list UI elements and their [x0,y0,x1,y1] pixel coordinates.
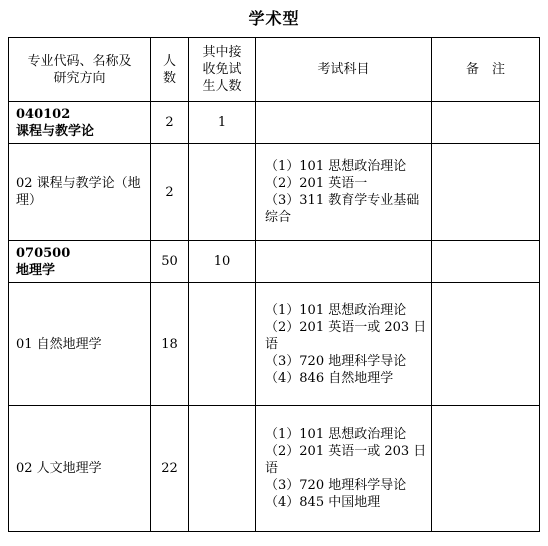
header-count [151,38,189,102]
notes-cell [432,144,540,241]
exempt-cell [189,406,256,532]
subject-line: （3）311 教育学专业基础 [265,193,420,208]
subject-line: （1）101 思想政治理论 [265,159,407,174]
exempt-cell: 1 [189,102,256,144]
count-cell: 2 [151,144,189,241]
subject-line: （2）201 英语一或 203 日 [265,444,427,459]
header-exempt [189,38,256,102]
header-subjects: 考试科目 [256,38,432,102]
direction-line: 02 课程与教学论（地 [16,176,141,191]
direction-line: 02 人文地理学 [16,461,102,476]
notes-cell [432,102,540,144]
header-major [9,38,151,102]
table-row [9,406,540,532]
table-row [9,241,540,283]
header-exempt-line: 生人数 [202,79,242,94]
header-exempt-line: 其中接 [202,45,242,60]
subject-line: （3）720 地理科学导论 [265,353,407,369]
subject-line: （4）846 自然地理学 [265,370,394,386]
direction-cell [9,283,151,406]
subject-line: 综合 [265,210,292,225]
major-code: 040102 [16,106,71,122]
count-cell: 50 [151,241,189,283]
subject-line: （2）201 英语一 [265,176,368,191]
major-name: 课程与教学论 [16,123,95,139]
count-cell: 2 [151,102,189,144]
count-cell: 22 [151,406,189,532]
subjects-cell [256,144,432,241]
header-exempt-line: 收免试 [202,62,242,77]
major-name: 地理学 [16,262,56,278]
exempt-cell: 10 [189,241,256,283]
major-code: 070500 [16,245,71,261]
subject-line: （4）845 中国地理 [265,495,381,510]
header-count-line: 数 [162,70,176,86]
admissions-table [8,37,540,532]
header-major-line: 专业代码、名称及 [27,53,132,69]
subject-line: （3）720 地理科学导论 [265,478,407,493]
notes-cell [432,241,540,283]
notes-cell [432,283,540,406]
direction-cell [9,406,151,532]
subjects-cell [256,102,432,144]
header-major-line: 研究方向 [53,70,106,86]
subjects-cell [256,241,432,283]
header-notes: 备 注 [432,38,540,102]
table-row [9,283,540,406]
major-cell [9,241,151,283]
subject-line: 语 [265,336,279,352]
direction-cell [9,144,151,241]
table-row [9,102,540,144]
subjects-cell [256,406,432,532]
table-row [9,144,540,241]
subjects-cell [256,283,432,406]
subject-line: （2）201 英语一或 203 日 [265,319,427,335]
header-row [9,38,540,102]
subject-line: 语 [265,461,279,476]
direction-line: 01 自然地理学 [16,336,102,352]
exempt-cell [189,144,256,241]
major-cell [9,102,151,144]
page-title: 学术型 [248,9,300,28]
count-cell: 18 [151,283,189,406]
subject-line: （1）101 思想政治理论 [265,302,407,318]
header-count-line: 人 [162,53,176,69]
direction-line: 理） [16,193,43,208]
exempt-cell [189,283,256,406]
notes-cell [432,406,540,532]
subject-line: （1）101 思想政治理论 [265,427,407,442]
